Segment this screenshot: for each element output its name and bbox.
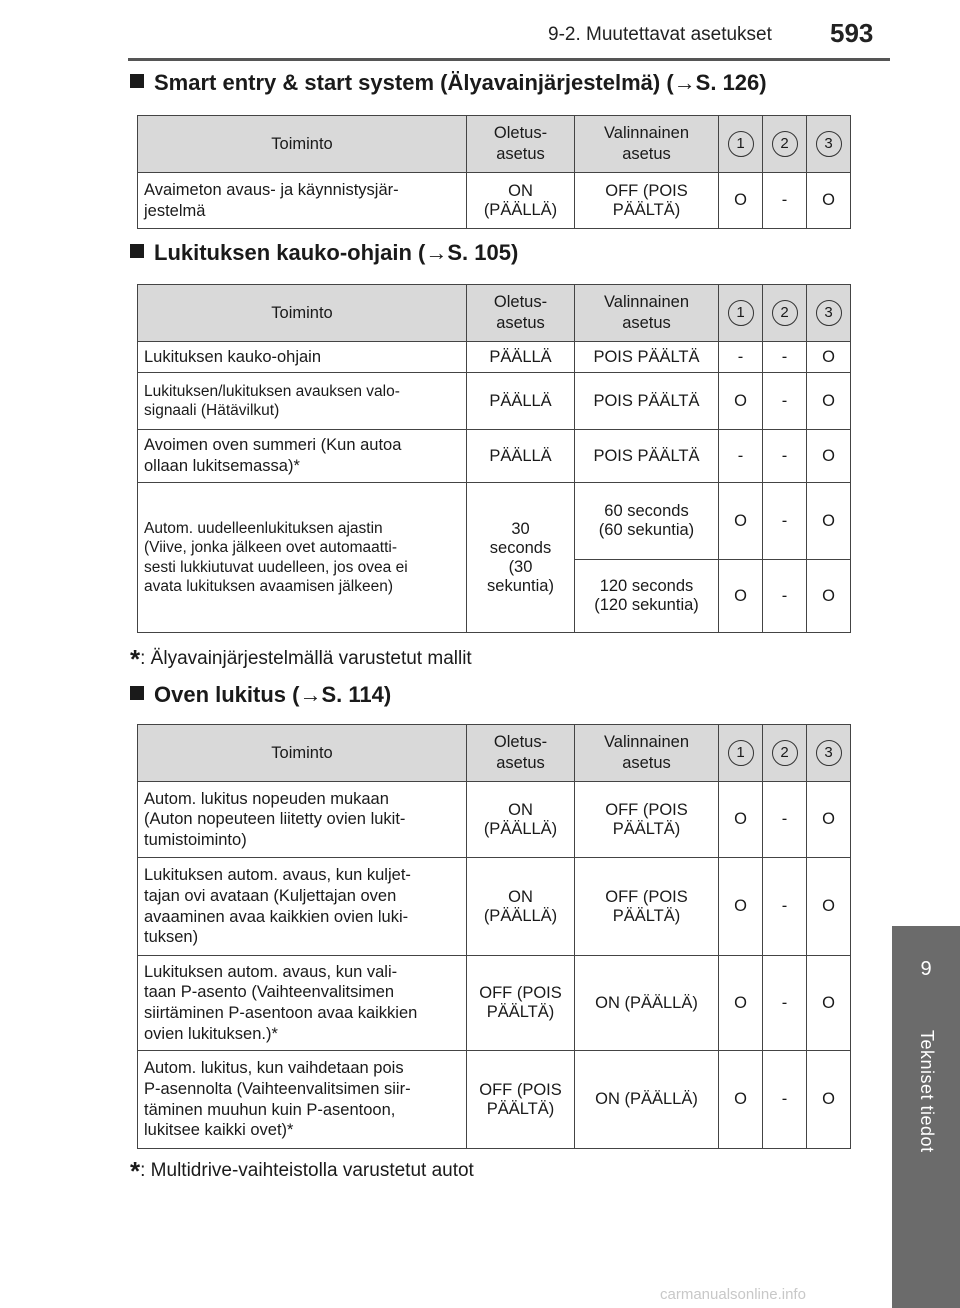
col-header-3 [807, 725, 851, 782]
cell-optional: POIS PÄÄLTÄ [575, 430, 719, 483]
cell-c2: - [763, 782, 807, 858]
circled-1-icon: 1 [728, 740, 754, 766]
col-header-1 [719, 116, 763, 173]
col-header-2 [763, 725, 807, 782]
table-header-row [138, 116, 851, 173]
cell-optional: POIS PÄÄLTÄ [575, 373, 719, 430]
circled-2-icon: 2 [772, 300, 798, 326]
cell-function: Avoimen oven summeri (Kun autoa ollaan lukitsemassa)* [138, 430, 467, 483]
section-title: 9-2. Muutettavat asetukset [548, 24, 772, 45]
page-number: 593 [830, 18, 874, 48]
cell-default: PÄÄLLÄ [467, 430, 575, 483]
circled-2-icon: 2 [772, 131, 798, 157]
cell-c3: O [807, 373, 851, 430]
cell-optional: 60 seconds (60 sekuntia) [575, 483, 719, 560]
cell-function: Lukituksen kauko-ohjain [138, 342, 467, 373]
col-header-optional: Valinnainen asetus [575, 116, 719, 173]
cell-optional: ON (PÄÄLLÄ) [575, 956, 719, 1051]
cell-c3: O [807, 782, 851, 858]
col-header-function: Toiminto [138, 285, 467, 342]
cell-c1: O [719, 483, 763, 560]
section-heading-text: Lukituksen kauko-ohjain (→S. 105) [154, 240, 519, 265]
chapter-title: Tekniset tiedot [917, 1030, 937, 1153]
col-header-2 [763, 285, 807, 342]
col-header-3 [807, 285, 851, 342]
cell-c1: O [719, 782, 763, 858]
cell-optional: OFF (POIS PÄÄLTÄ) [575, 173, 719, 229]
cell-c1: O [719, 1051, 763, 1149]
circled-3-icon: 3 [816, 131, 842, 157]
cell-c1: O [719, 173, 763, 229]
cell-c2: - [763, 560, 807, 633]
cell-default: PÄÄLLÄ [467, 342, 575, 373]
square-bullet-icon [130, 244, 144, 258]
col-header-2 [763, 116, 807, 173]
cell-optional: ON (PÄÄLLÄ) [575, 1051, 719, 1149]
col-header-default: Oletus- asetus [467, 116, 575, 173]
cell-c3: O [807, 560, 851, 633]
cell-c3: O [807, 956, 851, 1051]
cell-optional: 120 seconds (120 sekuntia) [575, 560, 719, 633]
cell-function: Autom. lukitus nopeuden mukaan (Auton nopeuteen liitetty ovien lukit- tumistoiminto) [138, 782, 467, 858]
table-row [138, 342, 851, 373]
table-row [138, 483, 851, 560]
table-header-row [138, 725, 851, 782]
col-header-optional: Valinnainen asetus [575, 285, 719, 342]
cell-c1: O [719, 560, 763, 633]
table-row [138, 1051, 851, 1149]
col-header-1 [719, 285, 763, 342]
table-row [138, 430, 851, 483]
cell-c3: O [807, 858, 851, 956]
cell-c2: - [763, 483, 807, 560]
cell-default: ON (PÄÄLLÄ) [467, 858, 575, 956]
cell-c2: - [763, 858, 807, 956]
col-header-default: Oletus- asetus [467, 285, 575, 342]
col-header-3 [807, 116, 851, 173]
cell-function: Avaimeton avaus- ja käynnistysjär- jestelmä [138, 173, 467, 229]
section-heading-door-lock [130, 682, 391, 708]
col-header-default: Oletus- asetus [467, 725, 575, 782]
col-header-function: Toiminto [138, 725, 467, 782]
settings-table-remote [137, 284, 851, 633]
footnote-text: : Älyavainjärjestelmällä varustetut mallit [140, 648, 472, 669]
square-bullet-icon [130, 686, 144, 700]
circled-3-icon: 3 [816, 740, 842, 766]
col-header-function: Toiminto [138, 116, 467, 173]
cell-c3: O [807, 430, 851, 483]
footnote-smart-entry [130, 644, 472, 675]
cell-c1: O [719, 858, 763, 956]
settings-table-smart-entry [137, 115, 851, 229]
cell-c2: - [763, 956, 807, 1051]
cell-default: OFF (POIS PÄÄLTÄ) [467, 956, 575, 1051]
section-heading-text: Oven lukitus (→S. 114) [154, 682, 392, 707]
cell-c2: - [763, 342, 807, 373]
table-header-row [138, 285, 851, 342]
square-bullet-icon [130, 74, 144, 88]
footnote-marker: * [130, 1156, 141, 1186]
cell-c1: O [719, 373, 763, 430]
footnote-marker: * [130, 644, 141, 674]
page-header [0, 0, 960, 60]
cell-function: Lukituksen autom. avaus, kun kuljet- tajan ovi avataan (Kuljettajan oven avaaminen avaa kaikkien ovien luki- tuksen) [138, 858, 467, 956]
cell-default: OFF (POIS PÄÄLTÄ) [467, 1051, 575, 1149]
footnote-text: : Multidrive-vaihteistolla varustetut autot [140, 1160, 474, 1181]
cell-function: Lukituksen autom. avaus, kun vali- taan P-asento (Vaihteenvalitsimen siirtäminen P-asentoon avaa kaikkien ovien lukituksen.)* [138, 956, 467, 1051]
cell-c1: - [719, 342, 763, 373]
cell-default: ON (PÄÄLLÄ) [467, 173, 575, 229]
circled-1-icon: 1 [728, 300, 754, 326]
cell-c2: - [763, 1051, 807, 1149]
cell-optional: OFF (POIS PÄÄLTÄ) [575, 858, 719, 956]
chapter-sidebar [892, 1012, 960, 1308]
cell-optional: OFF (POIS PÄÄLTÄ) [575, 782, 719, 858]
watermark: carmanualsonline.info [660, 1286, 806, 1303]
col-header-1 [719, 725, 763, 782]
cell-c2: - [763, 373, 807, 430]
cell-function: Lukituksen/lukituksen avauksen valo- signaali (Hätävilkut) [138, 373, 467, 430]
cell-c2: - [763, 430, 807, 483]
table-row [138, 858, 851, 956]
cell-default: ON (PÄÄLLÄ) [467, 782, 575, 858]
section-heading-smart-entry [130, 70, 767, 96]
section-heading-text: Smart entry & start system (Älyavainjärjestelmä) (→S. 126) [154, 70, 767, 95]
cell-default: 30 seconds (30 sekuntia) [467, 483, 575, 633]
cell-function: Autom. lukitus, kun vaihdetaan pois P-asennolta (Vaihteenvalitsimen siir- täminen muuhun kuin P-asentoon, lukitsee kaikki ovet)* [138, 1051, 467, 1149]
chapter-number-tab: 9 [892, 926, 960, 1012]
col-header-optional: Valinnainen asetus [575, 725, 719, 782]
cell-c3: O [807, 342, 851, 373]
circled-2-icon: 2 [772, 740, 798, 766]
settings-table-door-lock [137, 724, 851, 1149]
circled-1-icon: 1 [728, 131, 754, 157]
section-heading-remote [130, 240, 518, 266]
cell-default: PÄÄLLÄ [467, 373, 575, 430]
table-row [138, 956, 851, 1051]
table-row [138, 373, 851, 430]
cell-optional: POIS PÄÄLTÄ [575, 342, 719, 373]
cell-c1: - [719, 430, 763, 483]
table-row [138, 782, 851, 858]
cell-c2: - [763, 173, 807, 229]
circled-3-icon: 3 [816, 300, 842, 326]
header-rule [128, 58, 890, 61]
cell-c3: O [807, 483, 851, 560]
cell-c3: O [807, 1051, 851, 1149]
table-row [138, 173, 851, 229]
footnote-multidrive [130, 1156, 474, 1187]
cell-c3: O [807, 173, 851, 229]
cell-c1: O [719, 956, 763, 1051]
cell-function: Autom. uudelleenlukituksen ajastin (Viive, jonka jälkeen ovet automaatti- sesti lukkiutuvat uudelleen, jos ovea ei avata lukituksen avaamisen jälkeen) [138, 483, 467, 633]
